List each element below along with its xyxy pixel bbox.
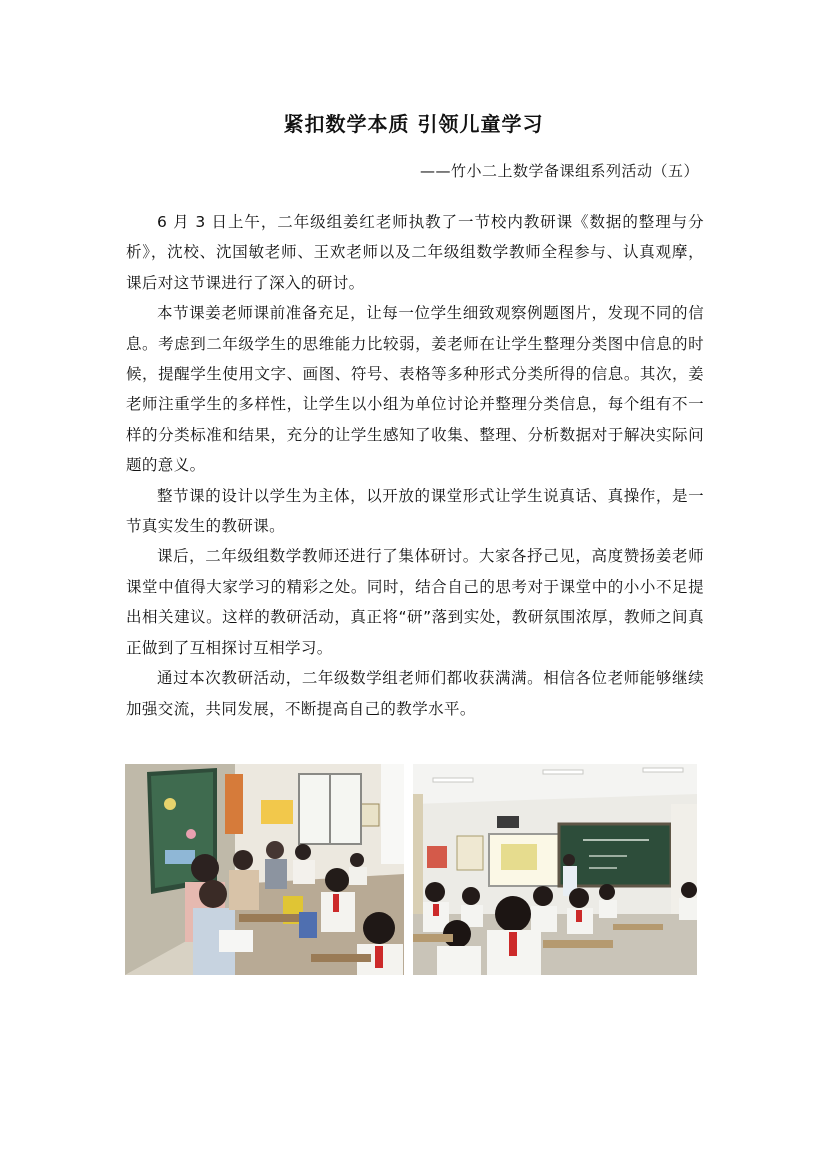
photo-row bbox=[125, 764, 697, 975]
paragraph-1: 6 月 3 日上午，二年级组姜红老师执教了一节校内教研课《数据的整理与分析》，沈校、沈国敏老师、王欢老师以及二年级组数学教师全程参与、认真观摩，课后对这节课进行了深入的研讨。 bbox=[126, 213, 704, 292]
classroom-lesson-photo bbox=[413, 764, 697, 975]
document-title: 紧扣数学本质 引领儿童学习 bbox=[283, 112, 544, 136]
document-subtitle: ——竹小二上数学备课组系列活动（五） bbox=[419, 162, 699, 180]
paragraph-4: 课后，二年级组数学教师还进行了集体研讨。大家各抒己见，高度赞扬姜老师课堂中值得大家学习的精彩之处。同时，结合自己的思考对于课堂中的小小不足提出相关建议。这样的教研活动，真正将“研”落到实处，教研氛围浓厚，教师之间真正做到了互相探讨互相学习。 bbox=[126, 547, 704, 657]
classroom-observers-photo bbox=[125, 764, 404, 975]
paragraph-5: 通过本次教研活动，二年级数学组老师们都收获满满。相信各位老师能够继续加强交流，共同发展，不断提高自己的教学水平。 bbox=[126, 669, 704, 718]
paragraph-3: 整节课的设计以学生为主体，以开放的课堂形式让学生说真话、真操作，是一节真实发生的教研课。 bbox=[126, 486, 704, 536]
document-body bbox=[126, 207, 704, 724]
paragraph-2: 本节课姜老师课前准备充足，让每一位学生细致观察例题图片，发现不同的信息。考虑到二年级学生的思维能力比较弱，姜老师在让学生整理分类图中信息的时候，提醒学生使用文字、画图、符号、表格等多种形式分类所得的信息。其次，姜老师注重学生的多样性，让学生以小组为单位讨论并整理分类信息，每个组有不一样的分类标准和结果，充分的让学生感知了收集、整理、分析数据对于解决实际问题的意义。 bbox=[126, 304, 704, 475]
